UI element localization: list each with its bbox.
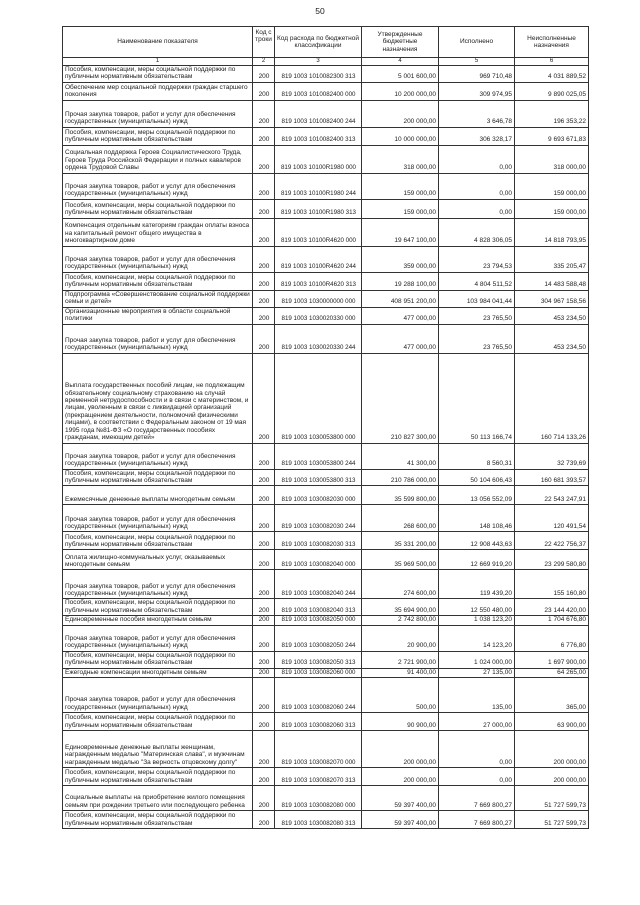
cell-budget-code: 819 1003 10100R4620 313	[275, 272, 362, 290]
header-approved: Утвержденные бюджетные назначения	[362, 27, 439, 58]
cell-executed: 23 794,53	[439, 246, 515, 272]
header-budget-code: Код расхода по бюджетной классификации	[275, 27, 362, 58]
cell-executed: 27 000,00	[439, 712, 515, 730]
table-row	[63, 443, 589, 469]
cell-budget-code: 819 1003 1010082400 313	[275, 127, 362, 145]
cell-executed: 306 328,17	[439, 127, 515, 145]
cell-indicator-name: Пособия, компенсации, меры социальной поддержки по публичным нормативным обязательствам	[63, 532, 253, 550]
table-row	[63, 767, 589, 785]
cell-indicator-name: Прочая закупка товаров, работ и услуг для обеспечения государственных (муниципальных) нужд	[63, 570, 253, 599]
cell-unexecuted: 6 776,80	[515, 625, 589, 651]
cell-line-code: 200	[253, 290, 275, 307]
cell-approved: 59 397 400,00	[362, 785, 439, 810]
cell-budget-code: 819 1003 1030082080 000	[275, 785, 362, 810]
column-number: 3	[275, 58, 362, 66]
cell-line-code: 200	[253, 785, 275, 810]
header-unexecuted: Неисполненные назначения	[515, 27, 589, 58]
table-row	[63, 307, 589, 324]
cell-indicator-name: Прочая закупка товаров, работ и услуг для обеспечения государственных (муниципальных) нужд	[63, 246, 253, 272]
cell-approved: 274 600,00	[362, 570, 439, 599]
table-row	[63, 730, 589, 767]
cell-line-code: 200	[253, 625, 275, 651]
table-row	[63, 810, 589, 828]
cell-unexecuted: 14 483 588,48	[515, 272, 589, 290]
cell-indicator-name: Пособия, компенсации, меры социальной поддержки по публичным нормативным обязательствам	[63, 127, 253, 145]
cell-indicator-name: Прочая закупка товаров, работ и услуг для обеспечения государственных (муниципальных) нужд	[63, 173, 253, 199]
cell-unexecuted: 9 693 671,83	[515, 127, 589, 145]
cell-unexecuted: 63 900,00	[515, 712, 589, 730]
cell-indicator-name: Прочая закупка товаров, работ и услуг для обеспечения государственных (муниципальных) нужд	[63, 443, 253, 469]
cell-unexecuted: 160 714 133,26	[515, 353, 589, 443]
cell-line-code: 200	[253, 486, 275, 505]
cell-executed: 7 669 800,27	[439, 810, 515, 828]
cell-line-code: 200	[253, 443, 275, 469]
cell-indicator-name: Единовременные денежные выплаты женщинам, награжденным медалью "Материнская слава", и мужчинам награжденным медалью "За верность отцовскому долгу"	[63, 730, 253, 767]
cell-executed: 50 104 606,43	[439, 469, 515, 486]
cell-unexecuted: 22 422 756,37	[515, 532, 589, 550]
table-row	[63, 668, 589, 677]
cell-unexecuted: 120 491,54	[515, 505, 589, 532]
column-number: 1	[63, 58, 253, 66]
cell-budget-code: 819 1003 1010082400 244	[275, 100, 362, 127]
cell-budget-code: 819 1003 1030082040 313	[275, 599, 362, 616]
cell-line-code: 200	[253, 127, 275, 145]
table-row	[63, 651, 589, 668]
cell-indicator-name: Организационные мероприятия в области социальной политики	[63, 307, 253, 324]
cell-indicator-name: Ежемесячные денежные выплаты многодетным семьям	[63, 486, 253, 505]
cell-line-code: 200	[253, 324, 275, 353]
cell-line-code: 200	[253, 218, 275, 246]
cell-line-code: 200	[253, 82, 275, 100]
table-row	[63, 616, 589, 625]
column-number: 2	[253, 58, 275, 66]
cell-unexecuted: 32 739,69	[515, 443, 589, 469]
cell-executed: 8 560,31	[439, 443, 515, 469]
cell-unexecuted: 365,00	[515, 677, 589, 712]
cell-indicator-name: Пособия, компенсации, меры социальной поддержки по публичным нормативным обязательствам	[63, 810, 253, 828]
cell-unexecuted: 23 144 420,00	[515, 599, 589, 616]
cell-unexecuted: 1 704 676,80	[515, 616, 589, 625]
cell-unexecuted: 159 000,00	[515, 173, 589, 199]
cell-unexecuted: 23 299 580,80	[515, 550, 589, 570]
cell-approved: 41 300,00	[362, 443, 439, 469]
cell-approved: 210 786 000,00	[362, 469, 439, 486]
cell-approved: 318 000,00	[362, 145, 439, 173]
cell-indicator-name: Пособия, компенсации, меры социальной поддержки по публичным нормативным обязательствам	[63, 767, 253, 785]
cell-unexecuted: 14 818 793,95	[515, 218, 589, 246]
cell-indicator-name: Обеспечение мер социальной поддержки граждан старшего поколения	[63, 82, 253, 100]
cell-executed: 969 710,48	[439, 65, 515, 82]
cell-line-code: 200	[253, 668, 275, 677]
column-number: 6	[515, 58, 589, 66]
table-row	[63, 570, 589, 599]
cell-unexecuted: 453 234,50	[515, 307, 589, 324]
cell-approved: 2 721 900,00	[362, 651, 439, 668]
cell-budget-code: 819 1003 1030053800 000	[275, 353, 362, 443]
cell-executed: 3 646,78	[439, 100, 515, 127]
cell-line-code: 200	[253, 677, 275, 712]
cell-indicator-name: Компенсация отдельным категориям граждан оплаты взноса на капитальный ремонт общего имущества в многоквартирном доме	[63, 218, 253, 246]
cell-indicator-name: Прочая закупка товаров, работ и услуг для обеспечения государственных (муниципальных) нужд	[63, 324, 253, 353]
cell-approved: 200 000,00	[362, 730, 439, 767]
column-number: 4	[362, 58, 439, 66]
cell-line-code: 200	[253, 272, 275, 290]
column-number-row	[63, 58, 589, 66]
cell-executed: 12 550 480,00	[439, 599, 515, 616]
cell-budget-code: 819 1003 1010082300 313	[275, 65, 362, 82]
cell-executed: 135,00	[439, 677, 515, 712]
table-row	[63, 82, 589, 100]
cell-unexecuted: 155 160,80	[515, 570, 589, 599]
cell-indicator-name: Единовременные пособия многодетным семьям	[63, 616, 253, 625]
table-row	[63, 199, 589, 218]
cell-line-code: 200	[253, 616, 275, 625]
cell-indicator-name: Пособия, компенсации, меры социальной поддержки по публичным нормативным обязательствам	[63, 651, 253, 668]
cell-line-code: 200	[253, 100, 275, 127]
cell-unexecuted: 160 681 393,57	[515, 469, 589, 486]
cell-executed: 1 038 123,20	[439, 616, 515, 625]
cell-indicator-name: Социальная поддержка Героев Социалистического Труда, Героев Труда Российской Федерации и полных кавалеров ордена Трудовой Славы	[63, 145, 253, 173]
cell-unexecuted: 335 205,47	[515, 246, 589, 272]
cell-budget-code: 819 1003 10100R1980 000	[275, 145, 362, 173]
cell-unexecuted: 159 000,00	[515, 199, 589, 218]
cell-unexecuted: 64 265,00	[515, 668, 589, 677]
cell-unexecuted: 200 000,00	[515, 730, 589, 767]
cell-approved: 200 000,00	[362, 767, 439, 785]
cell-line-code: 200	[253, 767, 275, 785]
cell-approved: 19 647 100,00	[362, 218, 439, 246]
cell-approved: 477 000,00	[362, 324, 439, 353]
cell-budget-code: 819 1003 1030053800 244	[275, 443, 362, 469]
cell-executed: 4 804 511,52	[439, 272, 515, 290]
cell-approved: 159 000,00	[362, 173, 439, 199]
cell-budget-code: 819 1003 1030082030 313	[275, 532, 362, 550]
table-row	[63, 532, 589, 550]
column-number: 5	[439, 58, 515, 66]
cell-budget-code: 819 1003 1030020330 000	[275, 307, 362, 324]
cell-indicator-name: Оплата жилищно-коммунальных услуг, оказываемых многодетным семьям	[63, 550, 253, 570]
cell-budget-code: 819 1003 1030082060 244	[275, 677, 362, 712]
cell-indicator-name: Подпрограмма «Совершенствование социальной поддержки семьи и детей»	[63, 290, 253, 307]
cell-approved: 477 000,00	[362, 307, 439, 324]
table-row	[63, 785, 589, 810]
cell-line-code: 200	[253, 810, 275, 828]
cell-budget-code: 819 1003 1030082040 000	[275, 550, 362, 570]
cell-budget-code: 819 1003 1030082030 000	[275, 486, 362, 505]
cell-line-code: 200	[253, 307, 275, 324]
cell-budget-code: 819 1003 1030082060 313	[275, 712, 362, 730]
cell-indicator-name: Пособия, компенсации, меры социальной поддержки по публичным нормативным обязательствам	[63, 272, 253, 290]
cell-approved: 10 200 000,00	[362, 82, 439, 100]
cell-indicator-name: Прочая закупка товаров, работ и услуг для обеспечения государственных (муниципальных) нужд	[63, 677, 253, 712]
cell-approved: 59 397 400,00	[362, 810, 439, 828]
cell-budget-code: 819 1003 1030082050 244	[275, 625, 362, 651]
cell-executed: 0,00	[439, 199, 515, 218]
table-row	[63, 599, 589, 616]
cell-unexecuted: 1 697 900,00	[515, 651, 589, 668]
cell-budget-code: 819 1003 1030082060 000	[275, 668, 362, 677]
page-number: 50	[315, 6, 325, 16]
cell-unexecuted: 196 353,22	[515, 100, 589, 127]
table-row	[63, 127, 589, 145]
cell-unexecuted: 453 234,50	[515, 324, 589, 353]
cell-budget-code: 819 1003 1030000000 000	[275, 290, 362, 307]
cell-line-code: 200	[253, 550, 275, 570]
cell-budget-code: 819 1003 10100R4620 244	[275, 246, 362, 272]
cell-indicator-name: Пособия, компенсации, меры социальной поддержки по публичным нормативным обязательствам	[63, 599, 253, 616]
cell-unexecuted: 9 890 025,05	[515, 82, 589, 100]
table-row	[63, 550, 589, 570]
table-row	[63, 625, 589, 651]
cell-approved: 91 400,00	[362, 668, 439, 677]
cell-unexecuted: 51 727 599,73	[515, 785, 589, 810]
cell-approved: 359 000,00	[362, 246, 439, 272]
cell-unexecuted: 304 967 158,56	[515, 290, 589, 307]
cell-indicator-name: Социальные выплаты на приобретение жилого помещения семьям при рождении третьего или последующего ребенка	[63, 785, 253, 810]
cell-unexecuted: 22 543 247,91	[515, 486, 589, 505]
cell-unexecuted: 318 000,00	[515, 145, 589, 173]
cell-budget-code: 819 1003 1030082040 244	[275, 570, 362, 599]
cell-executed: 0,00	[439, 730, 515, 767]
cell-budget-code: 819 1003 1030082070 000	[275, 730, 362, 767]
cell-budget-code: 819 1003 1030020330 244	[275, 324, 362, 353]
cell-executed: 13 056 552,09	[439, 486, 515, 505]
cell-approved: 408 951 200,00	[362, 290, 439, 307]
table-row	[63, 173, 589, 199]
cell-line-code: 200	[253, 65, 275, 82]
cell-budget-code: 819 1003 1030082070 313	[275, 767, 362, 785]
cell-executed: 103 984 041,44	[439, 290, 515, 307]
table-row	[63, 486, 589, 505]
cell-line-code: 200	[253, 599, 275, 616]
cell-executed: 7 669 800,27	[439, 785, 515, 810]
cell-indicator-name: Прочая закупка товаров, работ и услуг для обеспечения государственных (муниципальных) нужд	[63, 625, 253, 651]
cell-executed: 309 974,95	[439, 82, 515, 100]
cell-approved: 200 000,00	[362, 100, 439, 127]
cell-executed: 12 908 443,63	[439, 532, 515, 550]
cell-line-code: 200	[253, 353, 275, 443]
cell-executed: 50 113 166,74	[439, 353, 515, 443]
cell-budget-code: 819 1003 1010082400 000	[275, 82, 362, 100]
cell-line-code: 200	[253, 651, 275, 668]
cell-executed: 12 669 919,20	[439, 550, 515, 570]
cell-line-code: 200	[253, 199, 275, 218]
cell-executed: 0,00	[439, 767, 515, 785]
cell-approved: 35 331 200,00	[362, 532, 439, 550]
cell-budget-code: 819 1003 1030082050 000	[275, 616, 362, 625]
cell-executed: 148 108,46	[439, 505, 515, 532]
table-row	[63, 290, 589, 307]
cell-budget-code: 819 1003 10100R1980 313	[275, 199, 362, 218]
cell-line-code: 200	[253, 145, 275, 173]
table-row	[63, 712, 589, 730]
header-line-code: Код строки	[253, 27, 275, 58]
cell-executed: 23 765,50	[439, 324, 515, 353]
table-header-row	[63, 27, 589, 58]
cell-line-code: 200	[253, 505, 275, 532]
cell-approved: 210 827 300,00	[362, 353, 439, 443]
cell-approved: 35 694 900,00	[362, 599, 439, 616]
cell-approved: 500,00	[362, 677, 439, 712]
cell-approved: 2 742 800,00	[362, 616, 439, 625]
table-row	[63, 353, 589, 443]
table-row	[63, 246, 589, 272]
cell-line-code: 200	[253, 173, 275, 199]
cell-approved: 268 600,00	[362, 505, 439, 532]
cell-budget-code: 819 1003 1030082080 313	[275, 810, 362, 828]
table-row	[63, 65, 589, 82]
cell-line-code: 200	[253, 246, 275, 272]
cell-budget-code: 819 1003 1030053800 313	[275, 469, 362, 486]
cell-approved: 159 000,00	[362, 199, 439, 218]
cell-indicator-name: Выплата государственных пособий лицам, не подлежащим обязательному социальному страхованию на случай временной нетрудоспособности и в связи с материнством, и лицам, уволенным в связи с ликвидацией организаций (прекращением деятельности, полномочий физическими лицами), в соответствии с Федеральным законом от 19 мая 1995 года №81-ФЗ «О государственных пособиях гражданам, имеющим детей»	[63, 353, 253, 443]
cell-approved: 90 900,00	[362, 712, 439, 730]
table-row	[63, 218, 589, 246]
cell-line-code: 200	[253, 730, 275, 767]
cell-indicator-name: Пособия, компенсации, меры социальной поддержки по публичным нормативным обязательствам	[63, 469, 253, 486]
cell-executed: 14 123,20	[439, 625, 515, 651]
header-indicator-name: Наименование показателя	[63, 27, 253, 58]
cell-approved: 35 969 500,00	[362, 550, 439, 570]
cell-indicator-name: Пособия, компенсации, меры социальной поддержки по публичным нормативным обязательствам	[63, 199, 253, 218]
table-row	[63, 100, 589, 127]
budget-execution-table	[62, 26, 589, 829]
cell-budget-code: 819 1003 10100R1980 244	[275, 173, 362, 199]
header-executed: Исполнено	[439, 27, 515, 58]
table-row	[63, 272, 589, 290]
cell-executed: 23 765,50	[439, 307, 515, 324]
cell-approved: 19 288 100,00	[362, 272, 439, 290]
cell-executed: 119 439,20	[439, 570, 515, 599]
cell-approved: 5 001 600,00	[362, 65, 439, 82]
table-row	[63, 505, 589, 532]
cell-indicator-name: Ежегодные компенсации многодетным семьям	[63, 668, 253, 677]
cell-executed: 1 024 000,00	[439, 651, 515, 668]
cell-unexecuted: 200 000,00	[515, 767, 589, 785]
cell-indicator-name: Пособия, компенсации, меры социальной поддержки по публичным нормативным обязательствам	[63, 65, 253, 82]
table-row	[63, 469, 589, 486]
cell-approved: 20 900,00	[362, 625, 439, 651]
table-body	[63, 65, 589, 828]
table-row	[63, 677, 589, 712]
cell-executed: 4 828 306,05	[439, 218, 515, 246]
cell-budget-code: 819 1003 1030082030 244	[275, 505, 362, 532]
cell-executed: 0,00	[439, 173, 515, 199]
cell-budget-code: 819 1003 10100R4620 000	[275, 218, 362, 246]
cell-approved: 10 000 000,00	[362, 127, 439, 145]
cell-line-code: 200	[253, 532, 275, 550]
cell-line-code: 200	[253, 712, 275, 730]
cell-executed: 0,00	[439, 145, 515, 173]
cell-approved: 35 599 800,00	[362, 486, 439, 505]
cell-indicator-name: Прочая закупка товаров, работ и услуг для обеспечения государственных (муниципальных) нужд	[63, 505, 253, 532]
cell-line-code: 200	[253, 570, 275, 599]
cell-indicator-name: Прочая закупка товаров, работ и услуг для обеспечения государственных (муниципальных) нужд	[63, 100, 253, 127]
cell-unexecuted: 51 727 599,73	[515, 810, 589, 828]
cell-budget-code: 819 1003 1030082050 313	[275, 651, 362, 668]
cell-line-code: 200	[253, 469, 275, 486]
cell-executed: 27 135,00	[439, 668, 515, 677]
table-row	[63, 145, 589, 173]
cell-indicator-name: Пособия, компенсации, меры социальной поддержки по публичным нормативным обязательствам	[63, 712, 253, 730]
table-row	[63, 324, 589, 353]
cell-unexecuted: 4 031 889,52	[515, 65, 589, 82]
